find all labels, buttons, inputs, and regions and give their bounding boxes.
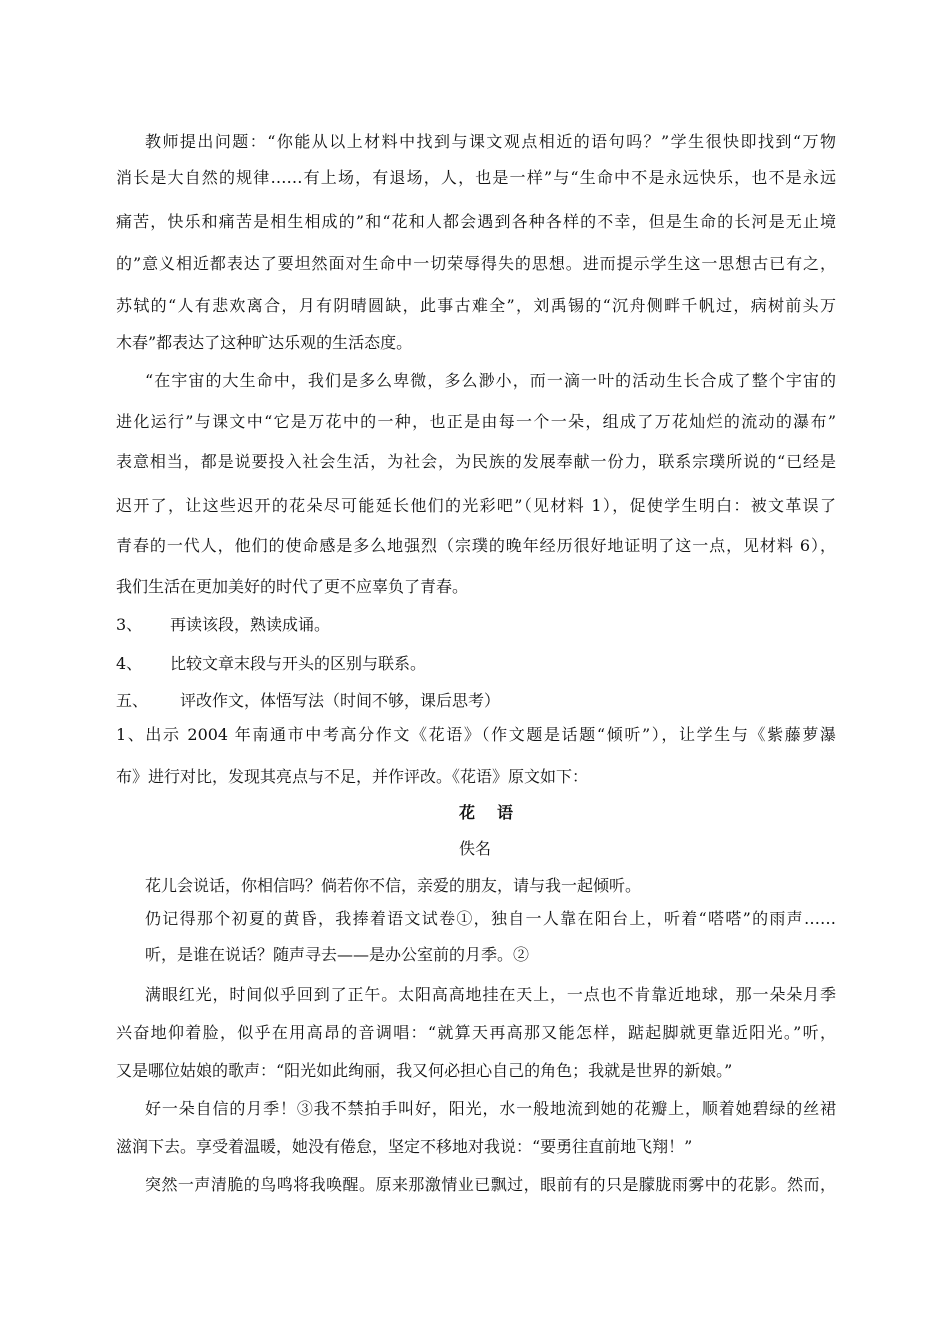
paragraph-3-line-2: 布》进行对比，发现其亮点与不足，并作评改。《花语》原文如下： — [116, 767, 589, 786]
essay-line-7: 好一朵自信的月季！③我不禁拍手叫好，阳光，水一般地流到她的花瓣上，顺着她碧绿的丝裙 — [145, 1099, 836, 1118]
essay-line-4: 满眼红光，时间似乎回到了正午。太阳高高地挂在天上，一点也不肯靠近地球，那一朵朵月季 — [145, 985, 836, 1004]
paragraph-2-line-4: 迟开了，让这些迟开的花朵尽可能延长他们的光彩吧”（见材料 1），促使学生明白：被文革误了 — [116, 496, 836, 515]
item-4-text: 比较文章末段与开头的区别与联系。 — [170, 654, 427, 673]
item-4-number: 4、 — [116, 654, 143, 673]
paragraph-1-line-2: 消长是大自然的规律……有上场，有退场，人，也是一样”与“生命中不是永远快乐，也不是永远 — [116, 168, 836, 187]
essay-line-9: 突然一声清脆的鸟鸣将我唤醒。原来那激情业已飘过，眼前有的只是朦胧雨雾中的花影。然而， — [145, 1175, 836, 1194]
item-3-text: 再读该段，熟读成诵。 — [170, 615, 331, 634]
paragraph-1-line-3: 痛苦，快乐和痛苦是相生相成的”和“花和人都会遇到各种各样的不幸，但是生命的长河是无止境 — [116, 212, 836, 231]
paragraph-2-line-1: “在宇宙的大生命中，我们是多么卑微，多么渺小，而一滴一叶的活动生长合成了整个宇宙的 — [145, 371, 836, 390]
essay-line-5: 兴奋地仰着脸，似乎在用高昂的音调唱：“就算天再高那又能怎样，踮起脚就更靠近阳光。”听， — [116, 1023, 836, 1042]
paragraph-2-line-6: 我们生活在更加美好的时代了更不应辜负了青春。 — [116, 577, 469, 596]
paragraph-2-line-5: 青春的一代人，他们的使命感是多么地强烈（宗璞的晚年经历很好地证明了这一点，见材料 6）， — [116, 536, 836, 555]
paragraph-1-line-4: 的”意义相近都表达了要坦然面对生命中一切荣辱得失的思想。进而提示学生这一思想古已有之， — [116, 254, 836, 273]
essay-line-2: 仍记得那个初夏的黄昏，我捧着语文试卷①，独自一人靠在阳台上，听着“嗒嗒”的雨声…… — [145, 909, 836, 928]
section-5-number: 五、 — [116, 691, 149, 710]
paragraph-1-line-1: 教师提出问题：“你能从以上材料中找到与课文观点相近的语句吗？”学生很快即找到“万物 — [145, 132, 836, 151]
section-5-heading: 评改作文，体悟写法（时间不够，课后思考） — [180, 691, 501, 710]
essay-line-6: 又是哪位姑娘的歌声：“阳光如此绚丽，我又何必担心自己的角色；我就是世界的新娘。” — [116, 1061, 733, 1080]
paragraph-1-line-5: 苏轼的“人有悲欢离合，月有阴晴圆缺，此事古难全”，刘禹锡的“沉舟侧畔千帆过，病树前头万 — [116, 296, 836, 315]
essay-title: 花语 — [458, 803, 535, 822]
paragraph-3-line-1: 1、出示 2004 年南通市中考高分作文《花语》（作文题是话题“倾听”），让学生与《紫藤萝瀑 — [116, 725, 836, 744]
essay-author: 佚名 — [458, 839, 491, 858]
essay-line-8: 滋润下去。享受着温暖，她没有倦怠，坚定不移地对我说：“要勇往直前地飞翔！” — [116, 1137, 693, 1156]
essay-line-3: 听，是谁在说话？随声寻去——是办公室前的月季。② — [145, 945, 530, 964]
item-3-number: 3、 — [116, 615, 143, 634]
paragraph-1-line-6: 木春”都表达了这种旷达乐观的生活态度。 — [116, 333, 413, 352]
paragraph-2-line-2: 进化运行”与课文中“它是万花中的一种，也正是由每一个一朵，组成了万花灿烂的流动的瀑布” — [116, 412, 836, 431]
paragraph-2-line-3: 表意相当，都是说要投入社会生活，为社会，为民族的发展奉献一份力，联系宗璞所说的“已经是 — [116, 452, 836, 471]
essay-line-1: 花儿会说话，你相信吗？倘若你不信，亲爱的朋友，请与我一起倾听。 — [145, 876, 642, 895]
